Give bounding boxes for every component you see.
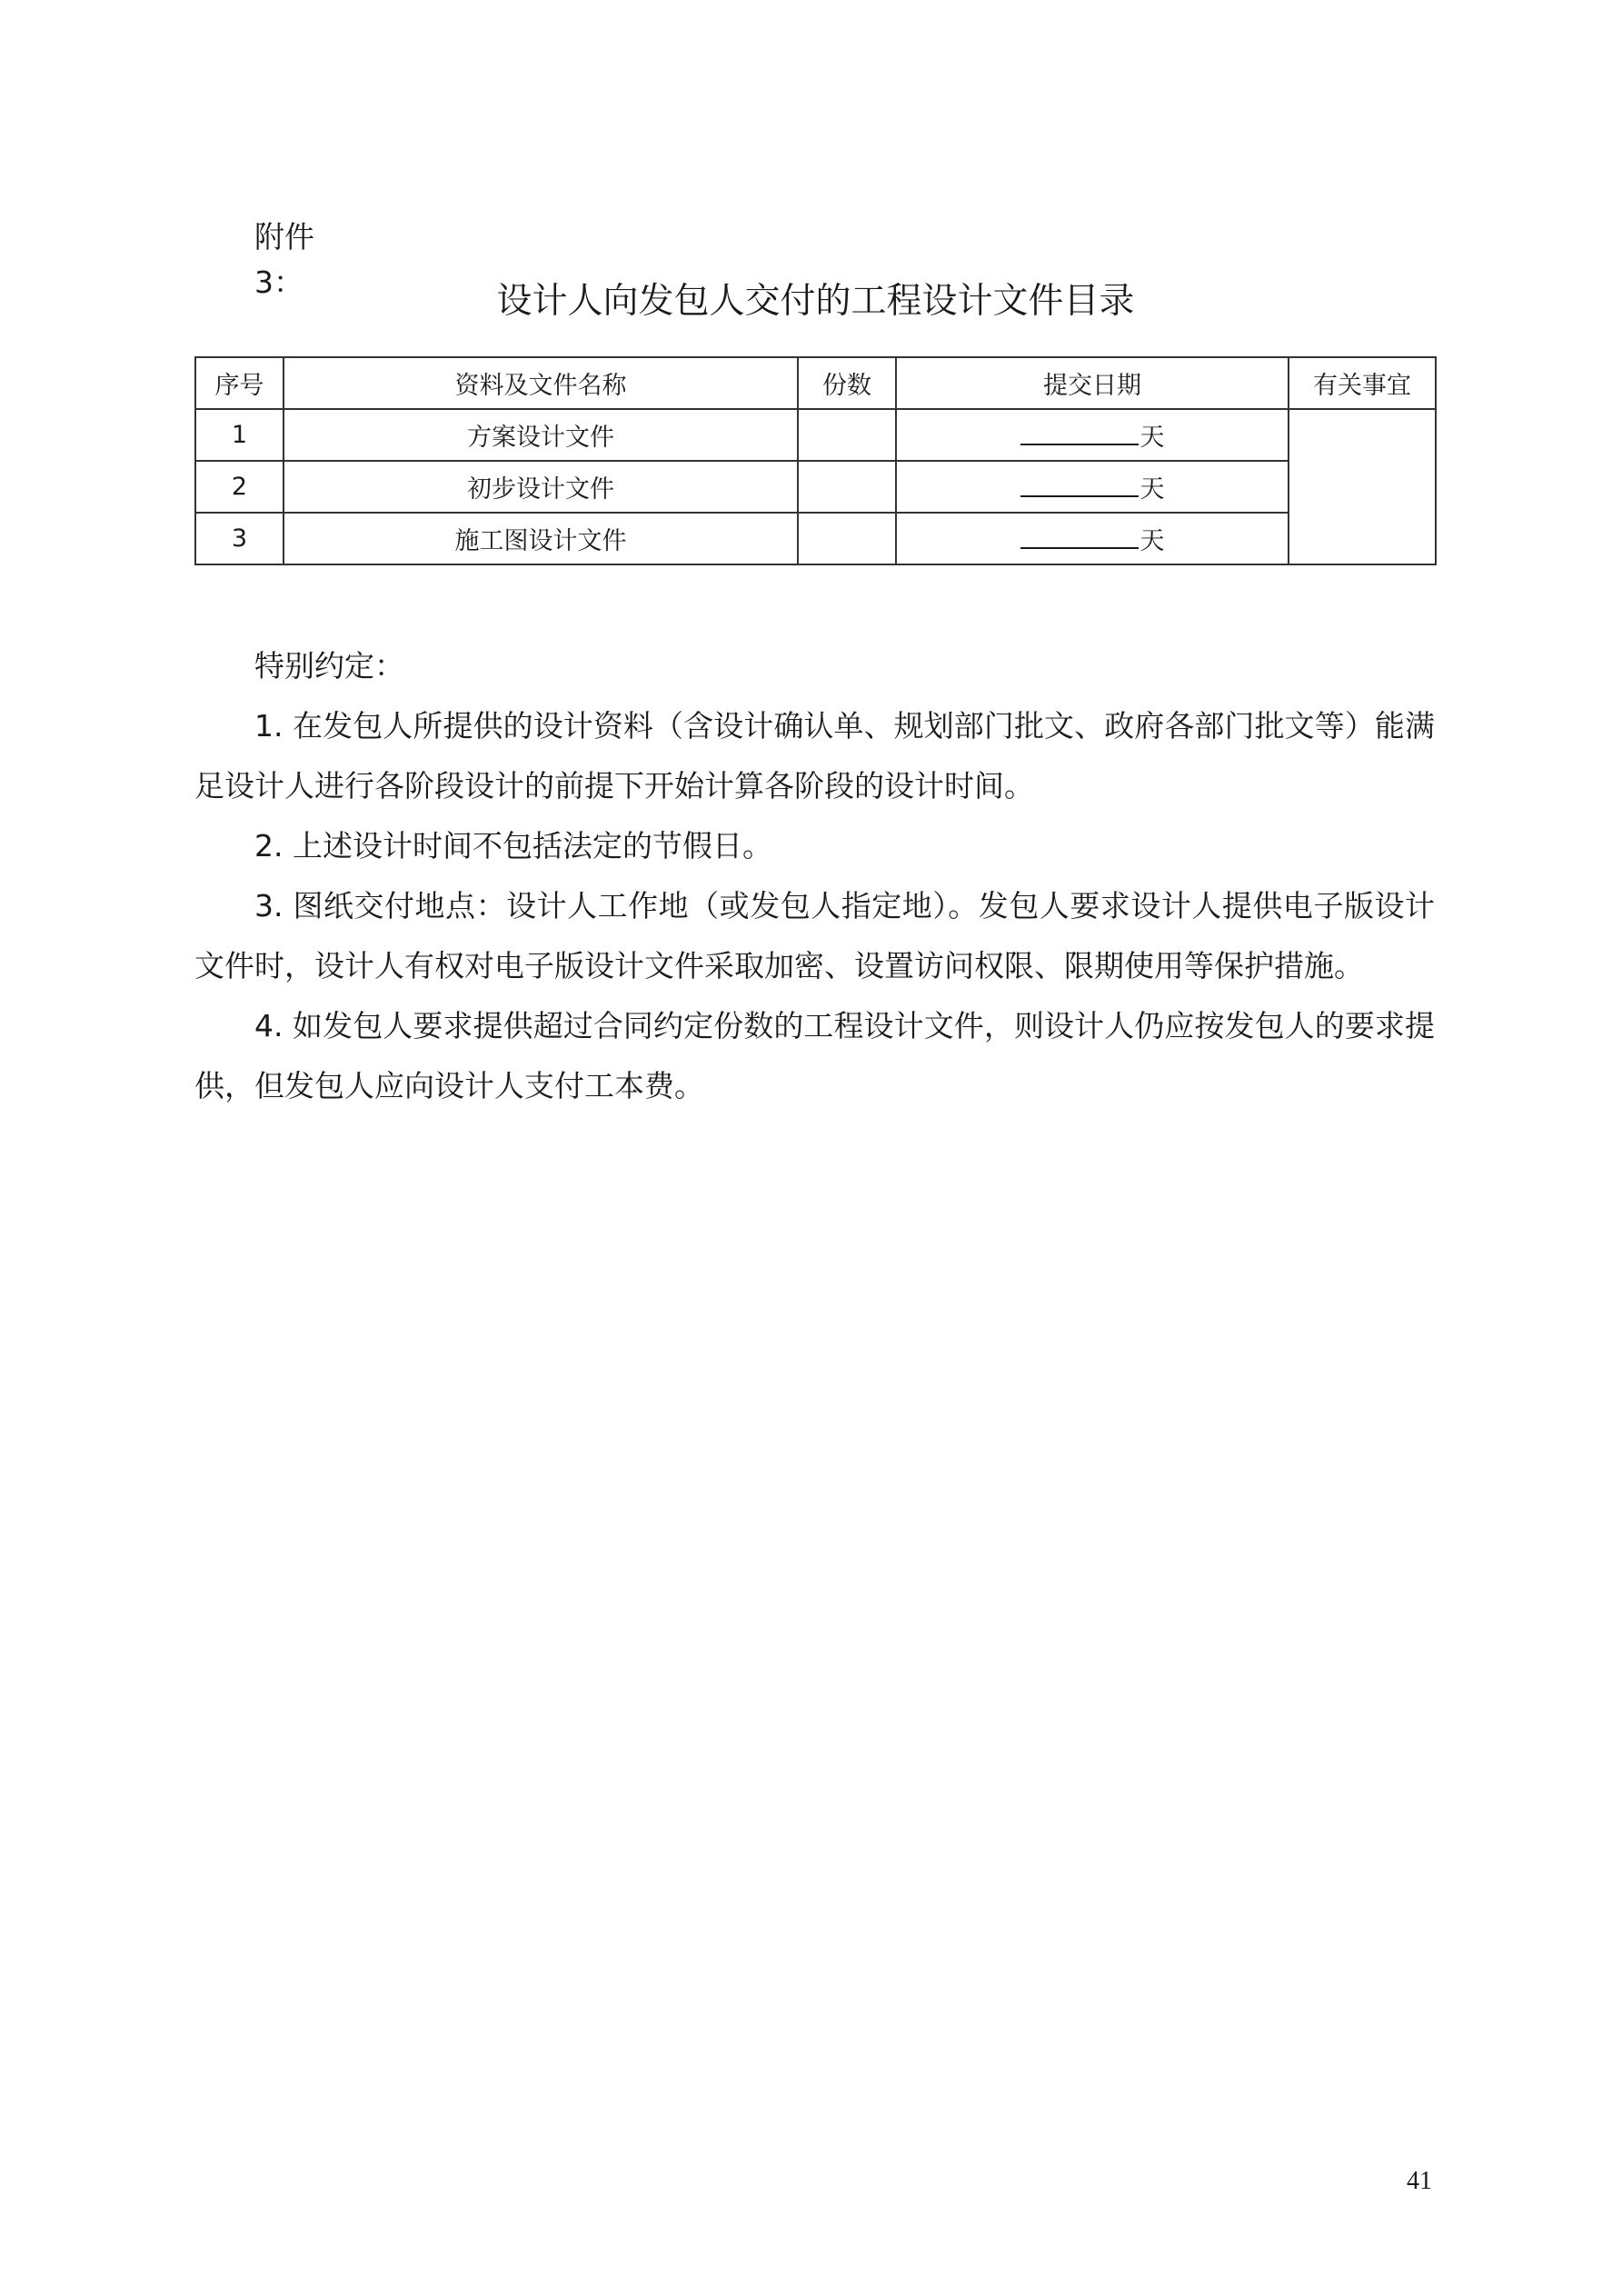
cell-serial-number: 2	[195, 461, 284, 513]
page-number: 41	[1407, 2167, 1432, 2195]
header-copies: 份数	[798, 357, 896, 409]
cell-copies	[798, 409, 896, 461]
attachment-label-line1: 附件	[254, 219, 314, 255]
cell-document-name: 初步设计文件	[284, 461, 798, 513]
cell-copies	[798, 513, 896, 564]
table-row	[195, 409, 1436, 461]
agreement-item: 2. 上述设计时间不包括法定的节假日。	[254, 828, 772, 863]
date-blank-line	[1020, 524, 1139, 549]
date-unit: 天	[1139, 475, 1165, 504]
table-header-row	[195, 357, 1436, 409]
document-title: 设计人向发包人交付的工程设计文件目录	[496, 281, 1135, 322]
table-row	[195, 513, 1436, 564]
cell-document-name: 施工图设计文件	[284, 513, 798, 564]
special-agreement-heading: 特别约定：	[254, 648, 404, 684]
deliverables-table	[194, 356, 1437, 565]
cell-submission-date	[896, 409, 1289, 461]
cell-copies	[798, 461, 896, 513]
date-unit: 天	[1139, 424, 1165, 452]
cell-document-name: 方案设计文件	[284, 409, 798, 461]
cell-remarks	[1289, 409, 1436, 564]
header-serial-number: 序号	[195, 357, 284, 409]
cell-serial-number: 1	[195, 409, 284, 461]
agreement-item: 4. 如发包人要求提供超过合同约定份数的工程设计文件，则设计人仍应按发包人的要求提供，但发包人应向设计人支付工本费。	[194, 1008, 1435, 1103]
header-document-name: 资料及文件名称	[284, 357, 798, 409]
date-blank-line	[1020, 420, 1139, 445]
table-row	[195, 461, 1436, 513]
attachment-label-line2: 3：	[254, 265, 304, 300]
special-agreement-section	[194, 636, 1435, 1116]
agreement-item: 1. 在发包人所提供的设计资料（含设计确认单、规划部门批文、政府各部门批文等）能满足设计人进行各阶段设计的前提下开始计算各阶段的设计时间。	[194, 708, 1435, 804]
cell-serial-number: 3	[195, 513, 284, 564]
cell-submission-date	[896, 461, 1289, 513]
date-blank-line	[1020, 472, 1139, 497]
cell-submission-date	[896, 513, 1289, 564]
agreement-item: 3. 图纸交付地点：设计人工作地（或发包人指定地）。发包人要求设计人提供电子版设计文件时，设计人有权对电子版设计文件采取加密、设置访问权限、限期使用等保护措施。	[194, 888, 1435, 983]
header-remarks: 有关事宜	[1289, 357, 1436, 409]
header-submission-date: 提交日期	[896, 357, 1289, 409]
date-unit: 天	[1139, 527, 1165, 555]
